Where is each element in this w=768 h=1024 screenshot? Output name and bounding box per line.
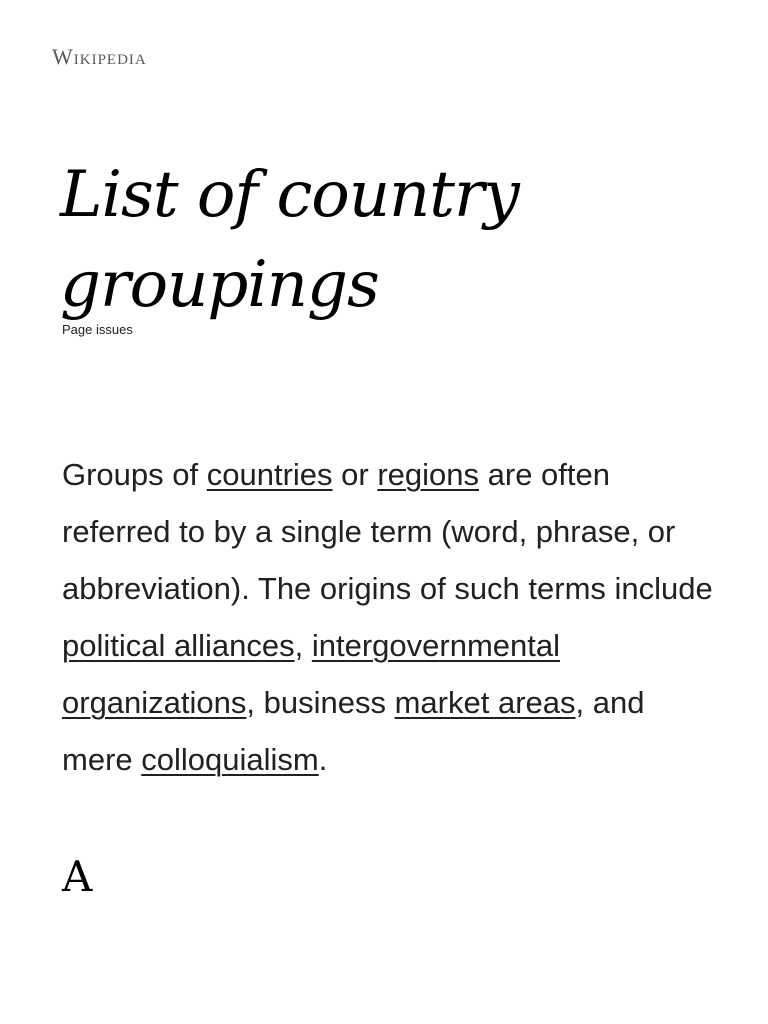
page-title: List of country groupings <box>60 158 519 322</box>
intro-text: or <box>332 457 378 492</box>
intro-text: are often referred to by a single term (word, phrase, or abbreviation). The origins of such terms include <box>62 457 713 606</box>
intro-text: . <box>318 742 328 777</box>
link-political-alliances[interactable]: political alliances <box>62 628 295 663</box>
intro-text: , business <box>246 685 395 720</box>
link-countries[interactable]: countries <box>206 457 333 492</box>
page-issues-link[interactable]: Page issues <box>62 322 133 337</box>
intro-text: , and mere <box>62 685 645 777</box>
intro-text: , <box>294 628 312 663</box>
link-intergovernmental-organizations[interactable]: intergovernmental organizations <box>62 628 560 720</box>
link-regions[interactable]: regions <box>377 457 480 492</box>
link-market-areas[interactable]: market areas <box>394 685 576 720</box>
wikipedia-logo[interactable]: Wikipedia <box>52 44 147 69</box>
link-colloquialism[interactable]: colloquialism <box>141 742 319 777</box>
intro-paragraph <box>62 446 722 788</box>
intro-text: Groups of <box>62 457 207 492</box>
section-heading-a[interactable]: A <box>62 852 93 901</box>
